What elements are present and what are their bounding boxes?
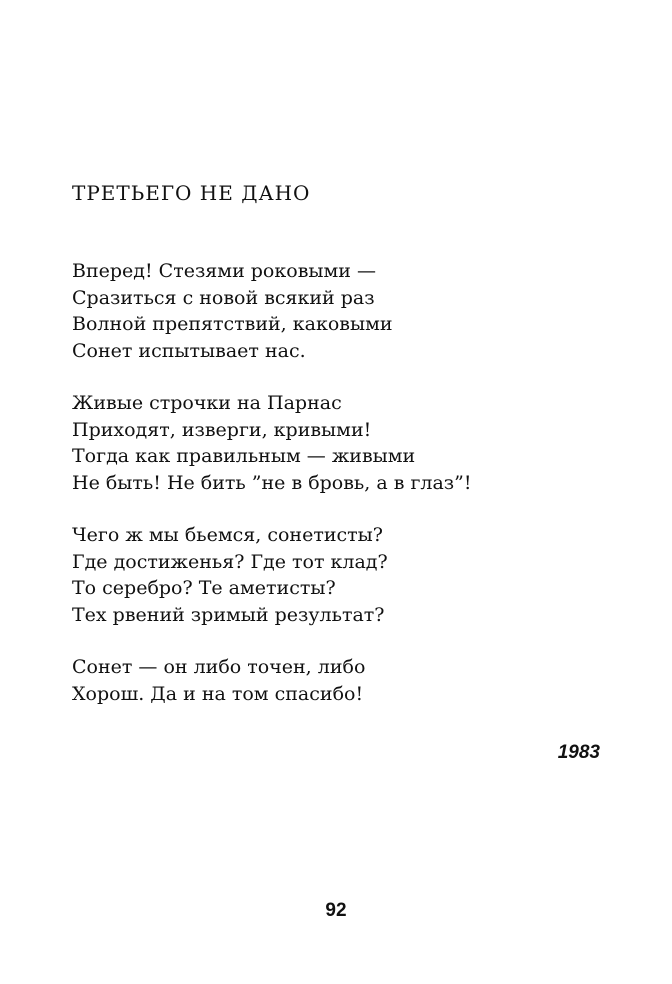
poem-line: Приходят, изверги, кривыми!: [72, 418, 372, 441]
poem-year: 1983: [557, 742, 600, 763]
stanza-1: [72, 258, 632, 364]
poem-line: Тогда как правильным — живыми: [72, 445, 416, 467]
stanza-3: [72, 522, 632, 628]
poem-line: Хорош. Да и на том спасибо!: [72, 682, 364, 705]
poem-line: Живые строчки на Парнас: [72, 392, 342, 414]
stanza-4: [72, 654, 632, 707]
poem-line: Волной препятствий, каковыми: [72, 313, 393, 335]
poem-body: [72, 258, 632, 733]
poem-line: Вперед! Стезями роковыми —: [72, 260, 376, 282]
poem-line: Не быть! Не бить ”не в бровь, а в глаз”!: [72, 471, 472, 494]
poem-line: Сразиться с новой всякий раз: [72, 286, 375, 309]
poem-line: Где достиженья? Где тот клад?: [72, 550, 388, 573]
poem-line: Сонет — он либо точен, либо: [72, 656, 366, 678]
poem-line: Тех рвений зримый результат?: [72, 603, 385, 626]
page-number: 92: [325, 900, 347, 921]
poem-title: ТРЕТЬЕГО НЕ ДАНО: [72, 181, 311, 205]
stanza-2: [72, 390, 632, 496]
poem-line: Чего ж мы бьемся, сонетисты?: [72, 524, 383, 546]
poem-line: То серебро? Те аметисты?: [72, 577, 336, 599]
poem-line: Сонет испытывает нас.: [72, 339, 306, 362]
